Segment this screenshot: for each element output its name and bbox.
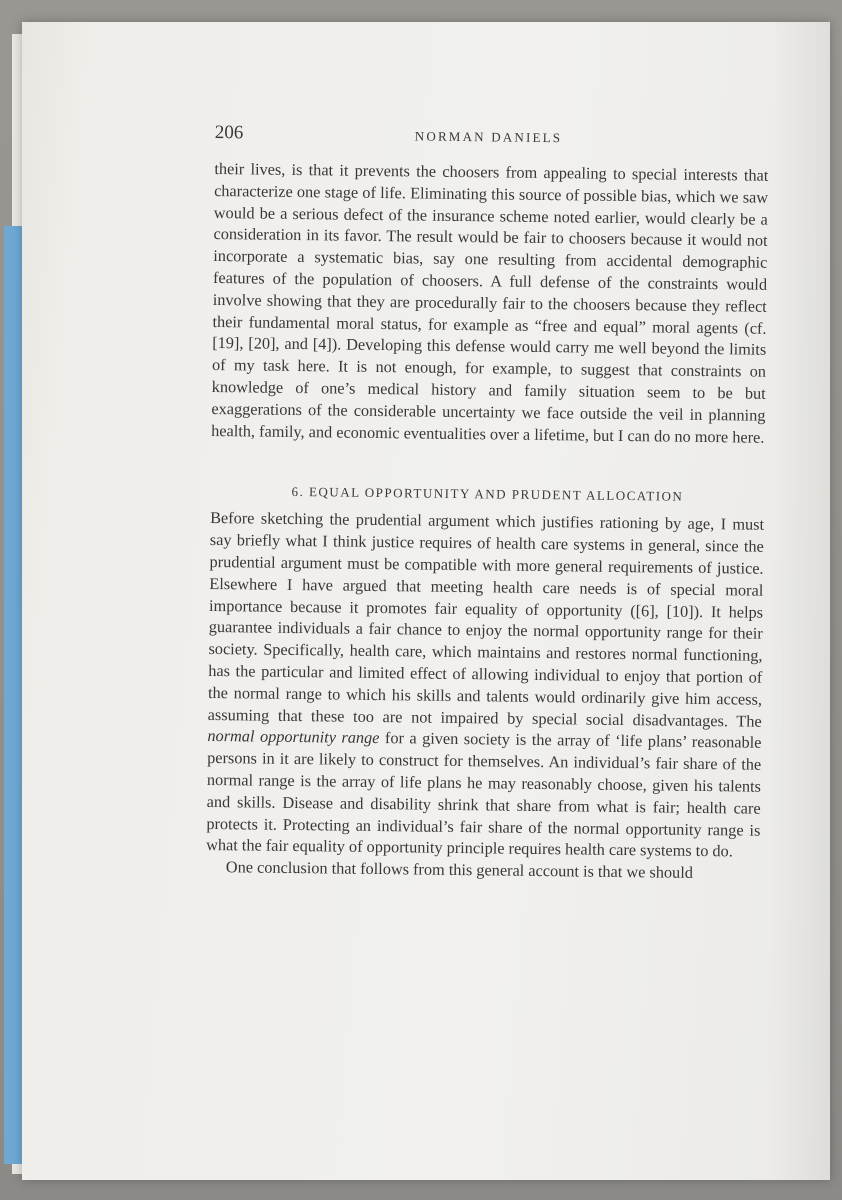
running-head-author: NORMAN DANIELS [414, 128, 563, 146]
running-head [215, 120, 769, 157]
paragraph-text: Before sketching the prudential argument which justifies rationing by age, I must say briefly what I think justice requires of health care systems in general, since the prudential argument must be compatible with more general requirements of justice. Elsewhere I have argued that meeting health care needs is of special moral importance because it promotes fair equality of opportunity ([6], [10]). It helps guarantee individuals a fair chance to enjoy the normal opportunity range for their society. Specifically, health care, which maintains and restores normal functioning, has the particular and limited effect of allowing individual to enjoy that portion of the normal range to which his skills and talents would ordinarily give him access, assuming that these too are not impaired by special social disadvantages. The [207, 508, 765, 731]
page-text-block [206, 120, 769, 885]
page-shadow [770, 22, 830, 1180]
italic-term: normal opportunity range [207, 726, 380, 748]
paragraph-continuation: their lives, is that it prevents the choosers from appealing to special interests that characterize one stage of life. Eliminating this source of possible bias, which we saw would be a serious defect of the insurance scheme noted earlier, would clearly be a consideration in its favor. The result would be fair to choosers because it would not incorporate a systematic bias, say one resulting from accidental demographic features of the population of choosers. A full defense of the constraints would involve showing that they are procedurally fair to the choosers because they reflect their fundamental moral status, for example as “free and equal” moral agents (cf. [19], [20], and [4]). Developing this defense would carry me well beyond the limits of my task here. It is not enough, for example, to suggest that constraints on knowledge of one’s medical history and family situation seem to be but exaggerations of the considerable uncertainty we face outside the veil in planning health, family, and economic eventualities over a lifetime, but I can do no more here. [211, 158, 769, 447]
paragraph-equal-opportunity [206, 507, 764, 862]
paragraph-text: for a given society is the array of ‘life plans’ reasonable persons in it are likely to construct for themselves. An individual’s fair share of the normal range is the array of life plans he may reasonably choose, given his talents and skills. Disease and disability shrink that share from what is fair; health care protects it. Protecting an individual’s fair share of the normal opportunity range is what the fair equality of opportunity principle requires health care systems to do. [206, 728, 762, 861]
section-heading: 6. EQUAL OPPORTUNITY AND PRUDENT ALLOCATION [291, 484, 684, 505]
paragraph-conclusion: One conclusion that follows from this general account is that we should [225, 857, 694, 883]
page-number: 206 [214, 121, 244, 144]
